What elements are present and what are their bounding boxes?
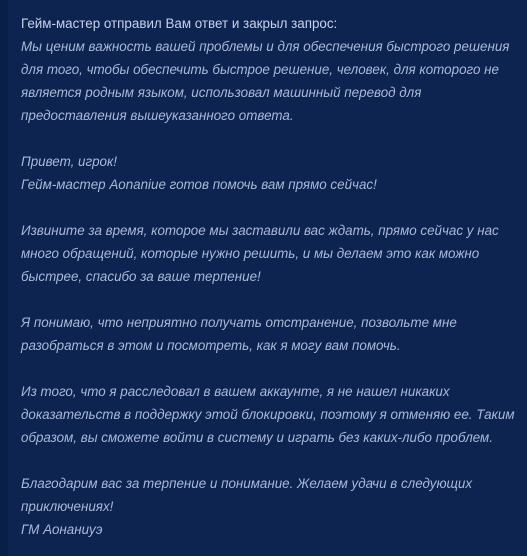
apology-paragraph	[21, 219, 513, 288]
paragraph-gap	[21, 357, 513, 380]
message-line: Гейм-мастер Aonaniue готов помочь вам прямо сейчас!	[21, 177, 377, 192]
paragraph-gap	[21, 196, 513, 219]
message-line: разобраться в этом и посмотреть, как я могу вам помочь.	[21, 338, 401, 353]
reply-header: Гейм-мастер отправил Вам ответ и закрыл запрос:	[21, 16, 338, 31]
resolution-paragraph	[21, 380, 513, 449]
paragraph-gap	[21, 127, 513, 150]
message-line: приключениях!	[21, 499, 114, 514]
message-line: быстрее, спасибо за ваше терпение!	[21, 269, 261, 284]
message-line: образом, вы сможете войти в систему и играть без каких-либо проблем.	[21, 430, 493, 445]
message-line: предоставления вышеуказанного ответа.	[21, 108, 294, 123]
gm-signature: ГМ Аонаниуэ	[21, 522, 103, 537]
message-line: для того, чтобы обеспечить быстрое решение, человек, для которого не	[21, 62, 499, 77]
message-line: является родным языком, использовал машинный перевод для	[21, 85, 422, 100]
message-line: Мы ценим важность вашей проблемы и для обеспечения быстрого решения	[21, 39, 510, 54]
message-line: Привет, игрок!	[21, 154, 118, 169]
paragraph-gap	[21, 449, 513, 472]
paragraph-gap	[21, 288, 513, 311]
message-line: Извините за время, которое мы заставили вас ждать, прямо сейчас у нас	[21, 223, 499, 238]
greeting-paragraph	[21, 150, 513, 196]
closing-paragraph	[21, 472, 513, 541]
message-line: много обращений, которые нужно решить, и мы делаем это как можно	[21, 246, 480, 261]
translation-notice	[21, 35, 513, 127]
message-line: доказательств в поддержку этой блокировки, поэтому я отменяю ее. Таким	[21, 407, 515, 422]
understanding-paragraph	[21, 311, 513, 357]
message-line: Из того, что я расследовал в вашем аккаунте, я не нашел никаких	[21, 384, 450, 399]
message-line: Благодарим вас за терпение и понимание. Желаем удачи в следующих	[21, 476, 473, 491]
message-line: Я понимаю, что неприятно получать отстранение, позвольте мне	[21, 315, 457, 330]
